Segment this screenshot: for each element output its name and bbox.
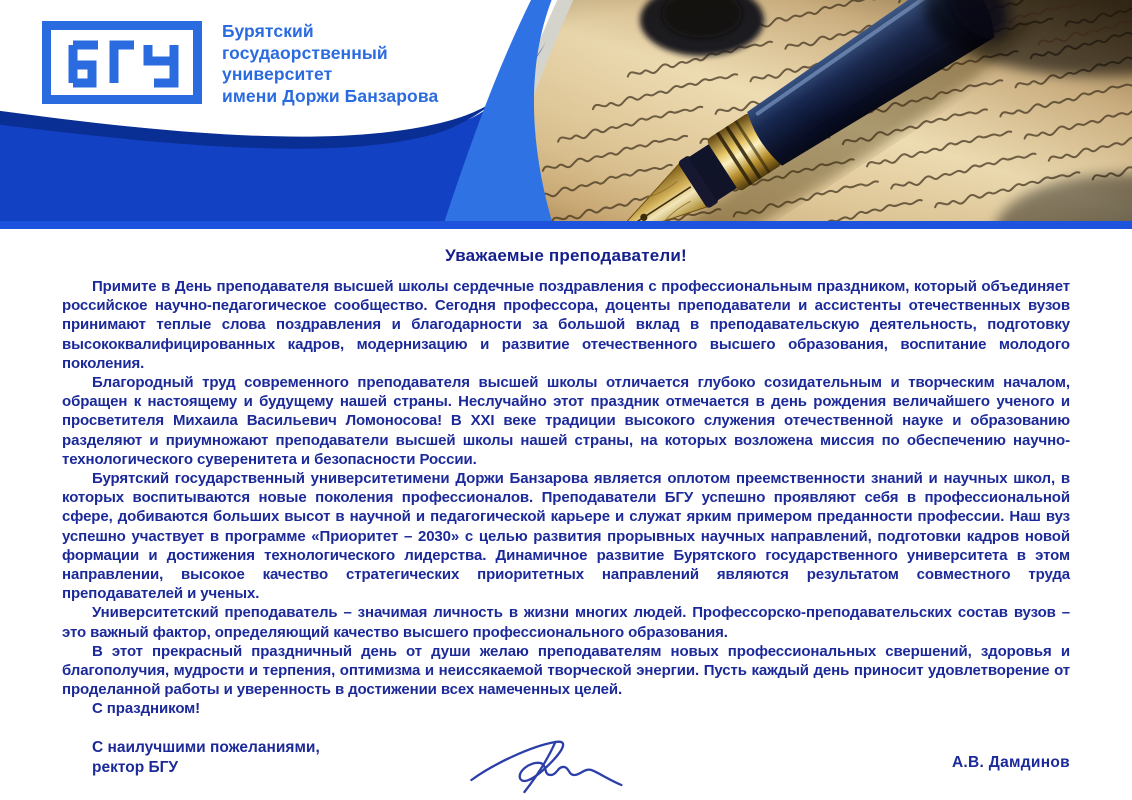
letter-paragraph: Благородный труд современного преподавателя высшей школы отличается глубоко созидательным и творческим началом, обращен к настоящему и будущему нашей страны. Неслучайно этот праздник отмечается в день рождения величайшего ученого и просветителя Михаила Васильевич Ломоносова! В XXI веке традиции высокого служения отечественной науке и образованию разделяют и приумножают преподаватели высшей школы нашей страны, на которых возложена миссия по обеспечению научно-технологического суверенитета и безопасности России. xyxy=(62,374,1070,468)
header-banner xyxy=(0,0,1132,229)
university-name-line: Бурятский xyxy=(222,21,314,41)
closing-wish: С наилучшими пожеланиями, xyxy=(92,738,320,756)
letter-paragraph: В этот прекрасный праздничный день от души желаю преподавателям новых профессиональных свершений, здоровья и благополучия, мудрости и терпения, оптимизма и неиссякаемой творческой энергии. Пусть каждый день приносит удовлетворение от проделанной работы и уверенность в достижении всех намеченных целей. xyxy=(62,642,1070,699)
header-decoration xyxy=(0,0,1132,229)
letter-salutation: Уважаемые преподаватели! xyxy=(445,246,687,265)
letter-paragraph: Бурятский государственный университетимени Доржи Банзарова является оплотом преемственности знаний и научных школ, в которых воспитываются новые поколения профессионалов. Преподаватели БГУ успешно проявляют себя в профессиональной сфере, добиваются больших высот в научной и педагогической карьере и служат ярким примером преданности профессии. Наш вуз успешно участвует в программе «Приоритет – 2030» с целью развития прорывных научных направлений, подготовки кадров новой формации и достижения технологического лидерства. Динамичное развитие Бурятского государственного университета в этом направлении, высокое качество стратегических приоритетных направлений являются результатом совместного труда преподавателей и ученых. xyxy=(62,470,1070,603)
letter-paragraph: Примите в День преподавателя высшей школы сердечные поздравления с профессиональным праздником, который объединяет российское научно-педагогическое сообщество. Сегодня профессора, доценты преподаватели и ассистенты отечественных вузов принимают теплые слова поздравления и благодарности за большой вклад в преподавательскую деятельность, подготовку высококвалифицированных кадров, модернизацию и развитие отечественного высшего образования, воспитание молодого поколения. xyxy=(62,278,1070,372)
letter-paragraph: Университетский преподаватель – значимая личность в жизни многих людей. Профессорско-преподавательских состав вузов – это важный фактор, определяющий качество высшего профессионального образования. xyxy=(62,604,1070,641)
closing-role: ректор БГУ xyxy=(92,758,179,776)
university-name-line: госудаорственный xyxy=(222,42,388,63)
separator-bar xyxy=(0,221,1132,229)
letter-body xyxy=(0,229,1132,800)
university-name-line: имени Доржи Банзарова xyxy=(222,85,439,106)
university-name-line: университет xyxy=(222,64,333,84)
signer-name: А.В. Дамдинов xyxy=(951,753,1070,771)
closing-block xyxy=(62,738,1070,800)
letter-paragraph: С праздником! xyxy=(92,700,201,718)
university-name xyxy=(222,21,438,107)
closing-wish-block xyxy=(92,738,320,778)
rector-signature-icon xyxy=(467,734,637,798)
